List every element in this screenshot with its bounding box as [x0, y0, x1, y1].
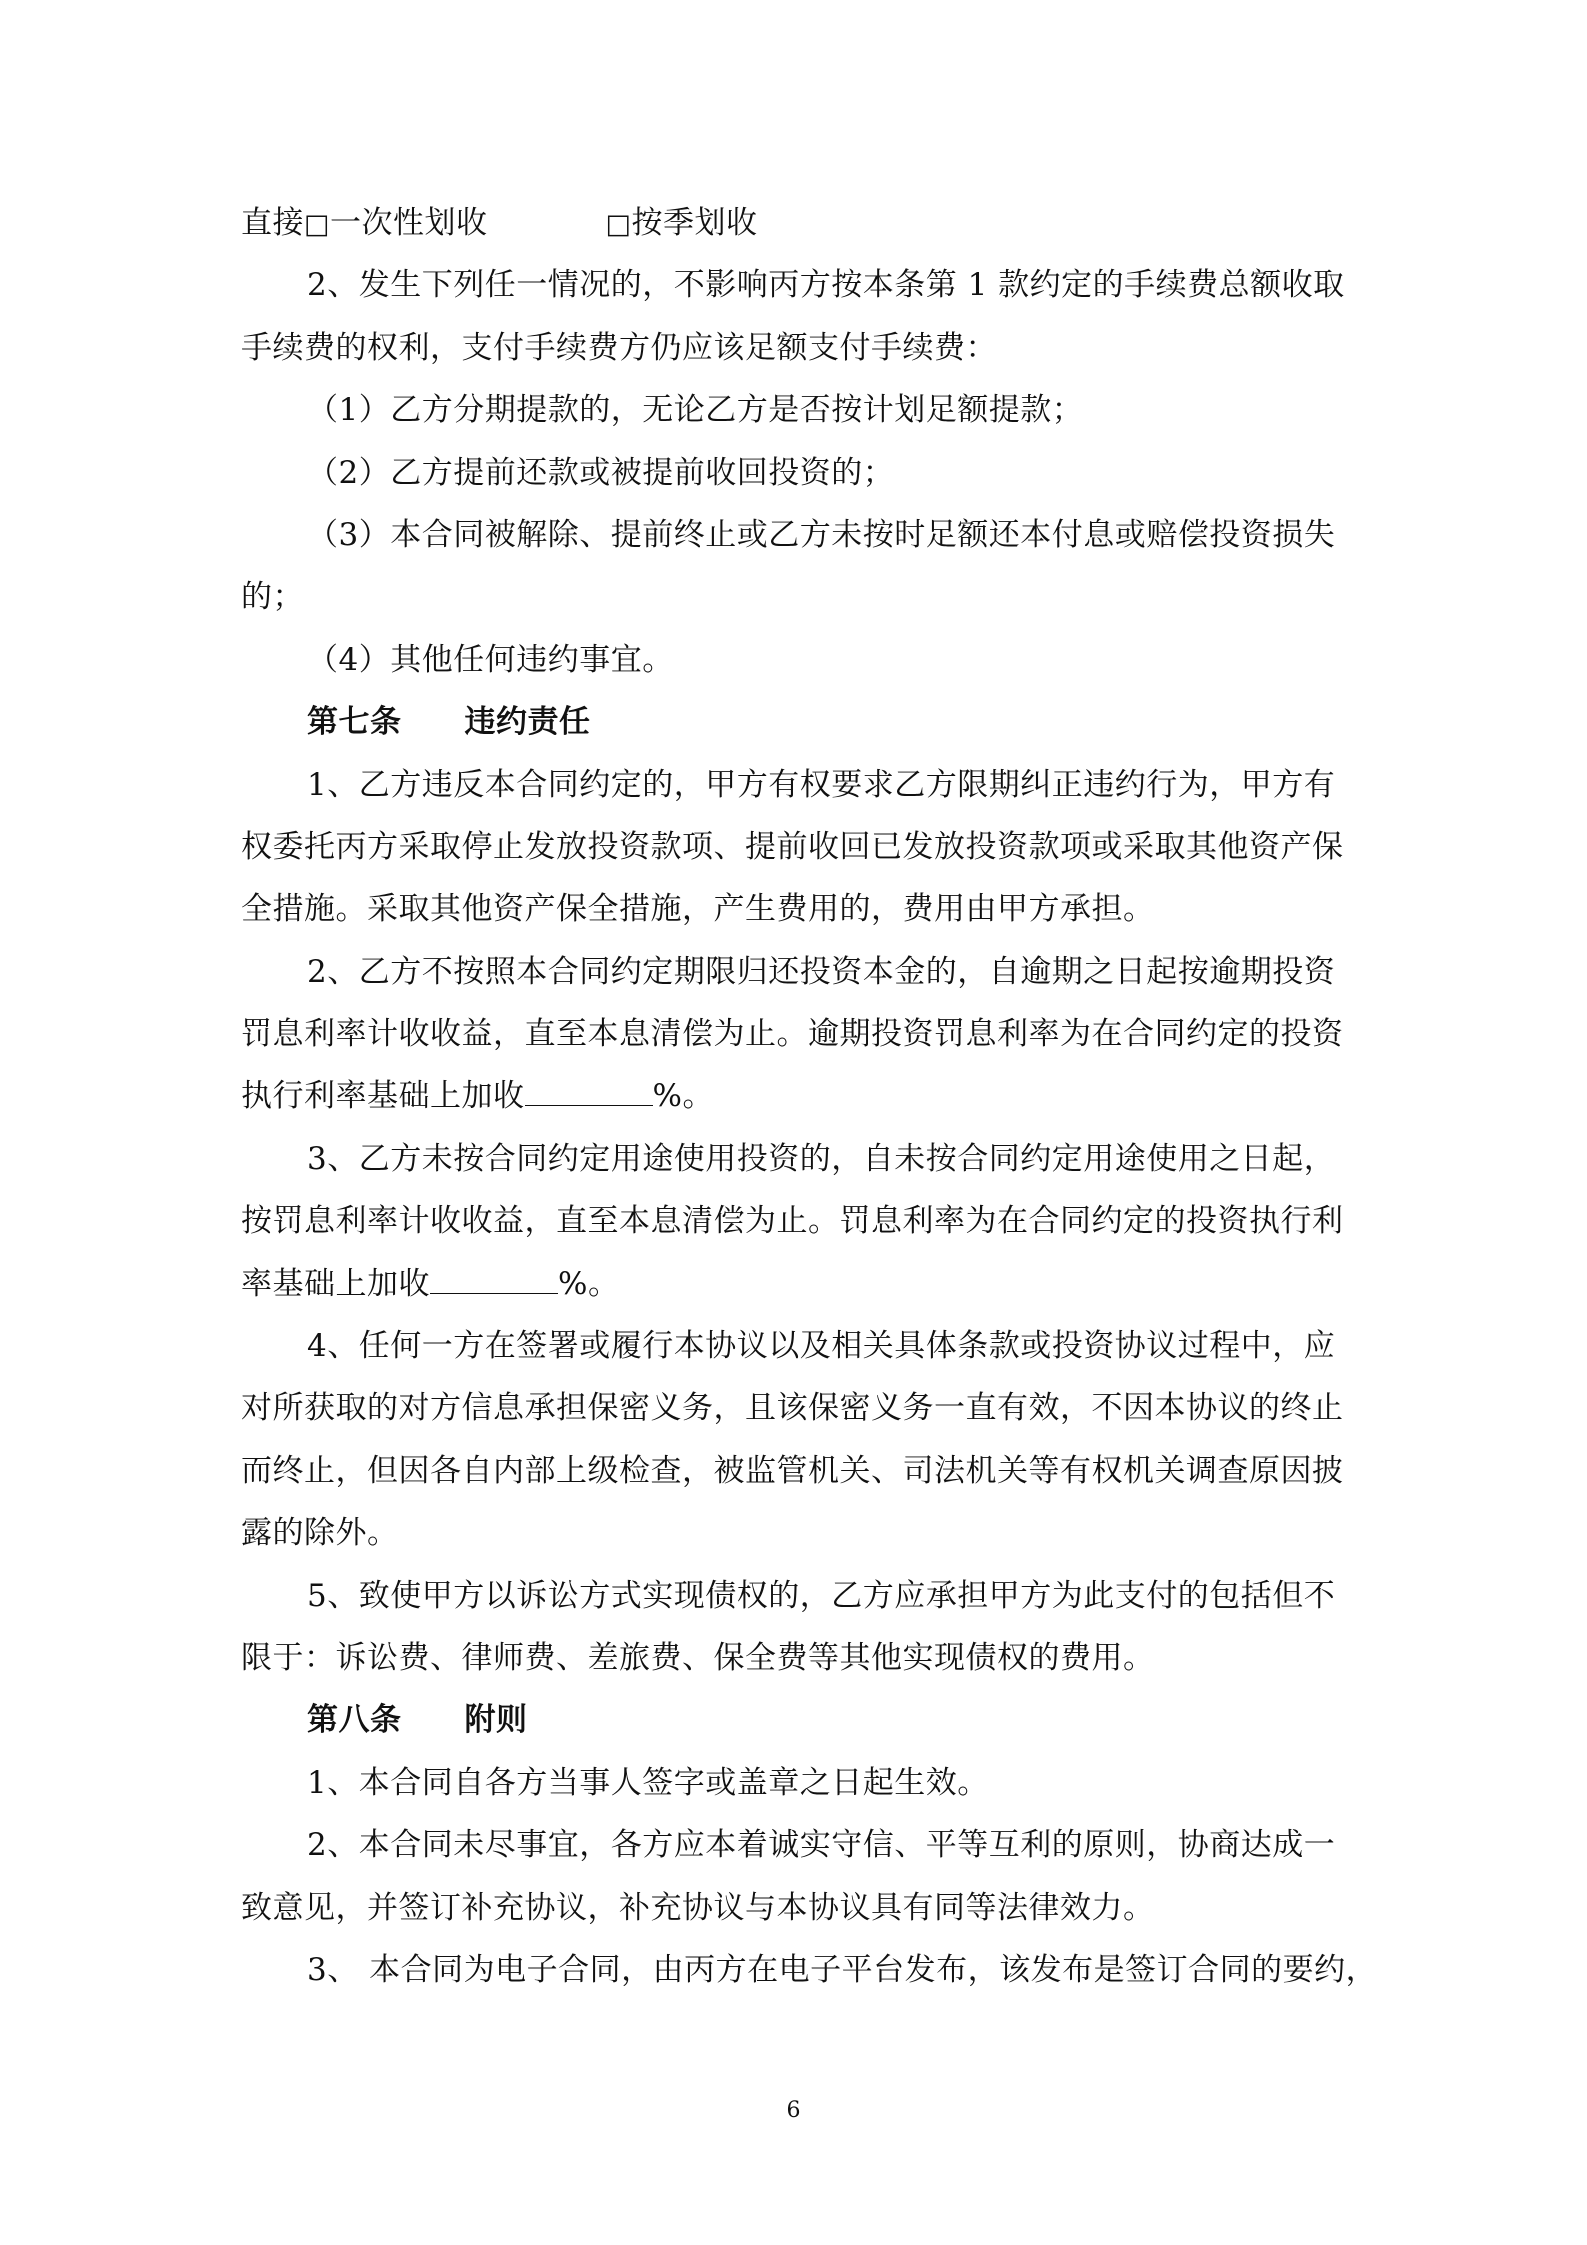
paragraph-line: 2、发生下列任一情况的，不影响丙方按本条第 1 款约定的手续费总额收取 [307, 267, 1345, 304]
paragraph-line: 3、乙方未按合同约定用途使用投资的，自未按合同约定用途使用之日起， [307, 1140, 1336, 1177]
list-item: （1）乙方分期提款的，无论乙方是否按计划足额提款； [307, 392, 1084, 429]
article-eight-heading: 第八条 附则 [307, 1702, 528, 1739]
paragraph-line: 1、本合同自各方当事人签字或盖章之日起生效。 [307, 1764, 989, 1801]
penalty-rate-blank[interactable] [430, 1265, 558, 1294]
paragraph-line: 1、乙方违反本合同约定的，甲方有权要求乙方限期纠正违约行为，甲方有 [307, 766, 1336, 803]
paragraph-line: 4、任何一方在签署或履行本协议以及相关具体条款或投资协议过程中，应 [307, 1328, 1336, 1365]
article-seven-heading: 第七条 违约责任 [307, 704, 591, 741]
paragraph-line: 对所获取的对方信息承担保密义务，且该保密义务一直有效，不因本协议的终止 [241, 1390, 1344, 1427]
contract-body [241, 192, 1378, 2001]
paragraph-line: 手续费的权利，支付手续费方仍应该足额支付手续费： [241, 329, 997, 366]
paragraph-line: 5、致使甲方以诉讼方式实现债权的，乙方应承担甲方为此支付的包括但不 [307, 1577, 1336, 1614]
page-number: 6 [786, 2098, 801, 2123]
quarterly-checkbox[interactable]: □ [605, 209, 632, 240]
overdue-rate-blank[interactable] [525, 1077, 653, 1106]
paragraph-line: 的； [241, 579, 304, 616]
paragraph-line: 2、乙方不按照本合同约定期限归还投资本金的，自逾期之日起按逾期投资 [307, 953, 1336, 990]
paragraph-line: 全措施。采取其他资产保全措施，产生费用的，费用由甲方承担。 [241, 891, 1155, 928]
paragraph-line: 按罚息利率计收收益，直至本息清偿为止。罚息利率为在合同约定的投资执行利 [241, 1203, 1344, 1240]
paragraph-line: 致意见，并签订补充协议，补充协议与本协议具有同等法律效力。 [241, 1889, 1155, 1926]
paragraph-line: 限于：诉讼费、律师费、差旅费、保全费等其他实现债权的费用。 [241, 1639, 1155, 1676]
list-item: （2）乙方提前还款或被提前收回投资的； [307, 454, 895, 491]
paragraph-line: 露的除外。 [241, 1515, 399, 1552]
paragraph-line: 权委托丙方采取停止发放投资款项、提前收回已发放投资款项或采取其他资产保 [241, 828, 1344, 865]
fee-collection-options: 直接□一次性划收 □按季划收 [241, 205, 758, 241]
paragraph-line: 2、本合同未尽事宜，各方应本着诚实守信、平等互利的原则，协商达成一 [307, 1827, 1336, 1864]
paragraph-line: 率基础上加收 %。 [241, 1265, 620, 1302]
paragraph-line: 罚息利率计收收益，直至本息清偿为止。逾期投资罚息利率为在合同约定的投资 [241, 1016, 1344, 1053]
paragraph-line: 3、 本合同为电子合同，由丙方在电子平台发布，该发布是签订合同的要约， [307, 1951, 1378, 1988]
list-item: （3）本合同被解除、提前终止或乙方未按时足额还本付息或赔偿投资损失 [307, 516, 1336, 553]
one-time-checkbox[interactable]: □ [304, 209, 331, 240]
list-item: （4）其他任何违约事宜。 [307, 641, 674, 678]
paragraph-line: 而终止，但因各自内部上级检查，被监管机关、司法机关等有权机关调查原因披 [241, 1452, 1344, 1489]
paragraph-line: 执行利率基础上加收 %。 [241, 1078, 714, 1115]
